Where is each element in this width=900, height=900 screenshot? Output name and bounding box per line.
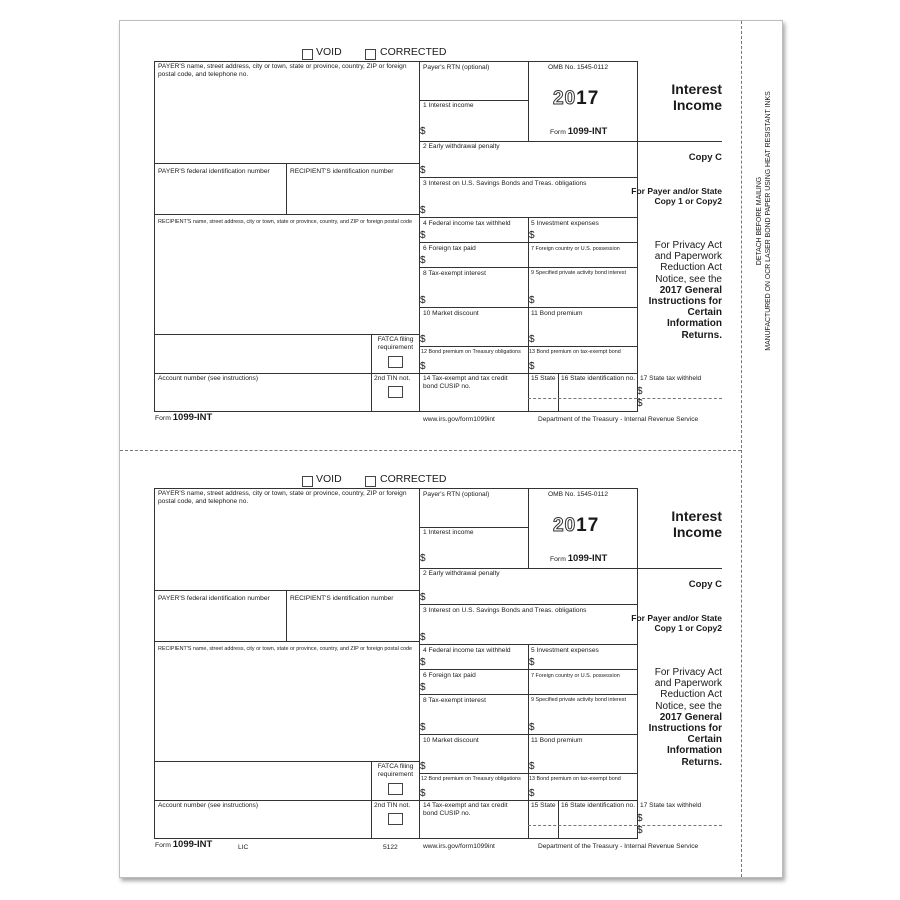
copy-label: Copy C	[688, 152, 722, 163]
form-word: Form	[550, 129, 566, 136]
box4-label: 4 Federal income tax withheld	[423, 220, 511, 227]
form-number: 1099-INT	[567, 553, 608, 564]
box8-dollar: $	[420, 722, 426, 733]
box16-label: 16 State identification no.	[561, 802, 636, 809]
account-number-label: Account number (see instructions)	[158, 375, 259, 382]
recipient-tin-label: RECIPIENT'S identification number	[290, 595, 394, 602]
void-label: VOID	[316, 473, 342, 485]
box9-dollar: $	[529, 722, 535, 733]
box12-label: 12 Bond premium on Treasury obligations	[421, 776, 521, 782]
box8-dollar: $	[420, 295, 426, 306]
box17-dollar-1: $	[637, 813, 643, 824]
box14-label: 14 Tax-exempt and tax credit bond CUSIP no.	[423, 802, 508, 817]
box3-label: 3 Interest on U.S. Savings Bonds and Treas. obligations	[423, 607, 587, 614]
omb-number: OMB No. 1545-0112	[548, 64, 608, 71]
box5-dollar: $	[529, 230, 535, 241]
treasury-dept: Department of the Treasury - Internal Revenue Service	[538, 416, 699, 423]
box17-label: 17 State tax withheld	[640, 802, 702, 809]
box15-label: 15 State	[531, 802, 556, 809]
treasury-dept: Department of the Treasury - Internal Revenue Service	[538, 843, 699, 850]
privacy-bold-text: 2017 General Instructions for Certain Information Returns.	[648, 284, 722, 341]
box6-dollar: $	[420, 682, 426, 693]
tax-year-outline: 20	[553, 515, 577, 536]
account-number-label: Account number (see instructions)	[158, 802, 259, 809]
box17-label: 17 State tax withheld	[640, 375, 702, 382]
omb-number: OMB No. 1545-0112	[548, 491, 608, 498]
fatca-label: FATCA filing requirement	[377, 336, 414, 351]
box4-label: 4 Federal income tax withheld	[423, 647, 511, 654]
box13-dollar: $	[529, 788, 535, 799]
form-separator-perforation	[120, 450, 741, 451]
tax-year	[553, 88, 599, 110]
privacy-bold-text: 2017 General Instructions for Certain Information Returns.	[648, 711, 722, 768]
box13-label: 13 Bond premium on tax-exempt bond	[529, 349, 621, 355]
footer-form-id: 1099-INT	[172, 412, 213, 423]
box10-label: 10 Market discount	[423, 737, 479, 744]
recipient-name-label: RECIPIENT'S name, street address, city or town, state or province, country, and ZIP or foreign postal code	[158, 219, 413, 225]
box7-label: 7 Foreign country or U.S. possession	[531, 246, 620, 252]
second-tin-checkbox[interactable]	[388, 813, 403, 825]
box16-label: 16 State identification no.	[561, 375, 636, 382]
box9-dollar: $	[529, 295, 535, 306]
recipient-name-label: RECIPIENT'S name, street address, city or town, state or province, country, and ZIP or foreign postal code	[158, 646, 413, 652]
second-tin-checkbox[interactable]	[388, 386, 403, 398]
void-checkbox[interactable]	[302, 49, 313, 60]
tax-year	[553, 515, 599, 537]
box10-label: 10 Market discount	[423, 310, 479, 317]
privacy-text: For Privacy Act and Paperwork Reduction Act Notice, see the	[654, 240, 722, 285]
side-vertical-text	[755, 51, 773, 391]
box2-dollar: $	[420, 165, 426, 176]
box17-dollar-1: $	[637, 386, 643, 397]
footer-form-word: Form	[155, 842, 171, 849]
box11-dollar: $	[529, 761, 535, 772]
payer-rtn-label: Payer's RTN (optional)	[423, 64, 490, 71]
box11-dollar: $	[529, 334, 535, 345]
box17-dollar-2: $	[637, 398, 643, 409]
box9-label: 9 Specified private activity bond interest	[531, 270, 626, 276]
box13-label: 13 Bond premium on tax-exempt bond	[529, 776, 621, 782]
footer-form-number	[155, 412, 212, 423]
box6-label: 6 Foreign tax paid	[423, 245, 476, 252]
corrected-label: CORRECTED	[380, 46, 447, 58]
payer-name-label: PAYER'S name, street address, city or town, state or province, country, ZIP or foreign postal code, and telephone no.	[158, 63, 407, 78]
box9-label: 9 Specified private activity bond interest	[531, 697, 626, 703]
box3-dollar: $	[420, 632, 426, 643]
detach-perforation-line	[741, 21, 742, 877]
footer-form-word: Form	[155, 415, 171, 422]
detach-notice: DETACH BEFORE MAILING	[756, 176, 763, 266]
box1-dollar: $	[420, 553, 426, 564]
privacy-notice	[640, 240, 722, 341]
box11-label: 11 Bond premium	[531, 737, 583, 744]
box8-label: 8 Tax-exempt interest	[423, 270, 486, 277]
privacy-notice	[640, 667, 722, 768]
payer-rtn-label: Payer's RTN (optional)	[423, 491, 490, 498]
box5-label: 5 Investment expenses	[531, 220, 599, 227]
tax-year-outline: 20	[553, 88, 577, 109]
payer-tin-label: PAYER'S federal identification number	[158, 168, 270, 175]
box10-dollar: $	[420, 334, 426, 345]
footer-form-id: 1099-INT	[172, 839, 213, 850]
payer-name-label: PAYER'S name, street address, city or town, state or province, country, ZIP or foreign postal code, and telephone no.	[158, 490, 407, 505]
corrected-checkbox[interactable]	[365, 49, 376, 60]
box17-dollar-2: $	[637, 825, 643, 836]
box1-label: 1 Interest income	[423, 102, 474, 109]
box5-label: 5 Investment expenses	[531, 647, 599, 654]
box1-label: 1 Interest income	[423, 529, 474, 536]
box7-label: 7 Foreign country or U.S. possession	[531, 673, 620, 679]
fatca-checkbox[interactable]	[388, 356, 403, 368]
box10-dollar: $	[420, 761, 426, 772]
void-checkbox[interactable]	[302, 476, 313, 487]
form-title: Interest Income	[671, 508, 722, 540]
box15-label: 15 State	[531, 375, 556, 382]
box12-dollar: $	[420, 788, 426, 799]
box2-dollar: $	[420, 592, 426, 603]
corrected-checkbox[interactable]	[365, 476, 376, 487]
box1-dollar: $	[420, 126, 426, 137]
second-tin-label: 2nd TIN not.	[374, 802, 411, 809]
lic-label: LIC	[238, 844, 249, 851]
irs-url: www.irs.gov/form1099int	[423, 843, 495, 850]
footer-form-number	[155, 839, 212, 850]
irs-url: www.irs.gov/form1099int	[423, 416, 495, 423]
form-word: Form	[550, 556, 566, 563]
box6-dollar: $	[420, 255, 426, 266]
for-payer-label: For Payer and/or State Copy 1 or Copy2	[631, 613, 722, 633]
tax-year-bold: 17	[576, 515, 600, 536]
form-code: 5122	[383, 844, 398, 851]
payer-tin-label: PAYER'S federal identification number	[158, 595, 270, 602]
paper-notice: MANUFACTURED ON OCR LASER BOND PAPER USING HEAT RESISTANT INKS	[765, 91, 772, 351]
corrected-label: CORRECTED	[380, 473, 447, 485]
form-title: Interest Income	[671, 81, 722, 113]
box12-label: 12 Bond premium on Treasury obligations	[421, 349, 521, 355]
second-tin-label: 2nd TIN not.	[374, 375, 411, 382]
tax-year-bold: 17	[576, 88, 600, 109]
recipient-tin-label: RECIPIENT'S identification number	[290, 168, 394, 175]
box8-label: 8 Tax-exempt interest	[423, 697, 486, 704]
box13-dollar: $	[529, 361, 535, 372]
form-number: 1099-INT	[567, 126, 608, 137]
box12-dollar: $	[420, 361, 426, 372]
void-label: VOID	[316, 46, 342, 58]
box4-dollar: $	[420, 657, 426, 668]
box4-dollar: $	[420, 230, 426, 241]
fatca-label: FATCA filing requirement	[377, 763, 414, 778]
box6-label: 6 Foreign tax paid	[423, 672, 476, 679]
box3-dollar: $	[420, 205, 426, 216]
box5-dollar: $	[529, 657, 535, 668]
fatca-checkbox[interactable]	[388, 783, 403, 795]
form-number-label	[550, 553, 607, 564]
box2-label: 2 Early withdrawal penalty	[423, 570, 500, 577]
box3-label: 3 Interest on U.S. Savings Bonds and Treas. obligations	[423, 180, 587, 187]
box2-label: 2 Early withdrawal penalty	[423, 143, 500, 150]
copy-label: Copy C	[688, 579, 722, 590]
form-number-label	[550, 126, 607, 137]
box14-label: 14 Tax-exempt and tax credit bond CUSIP no.	[423, 375, 508, 390]
for-payer-label: For Payer and/or State Copy 1 or Copy2	[631, 186, 722, 206]
box11-label: 11 Bond premium	[531, 310, 583, 317]
privacy-text: For Privacy Act and Paperwork Reduction Act Notice, see the	[654, 667, 722, 712]
